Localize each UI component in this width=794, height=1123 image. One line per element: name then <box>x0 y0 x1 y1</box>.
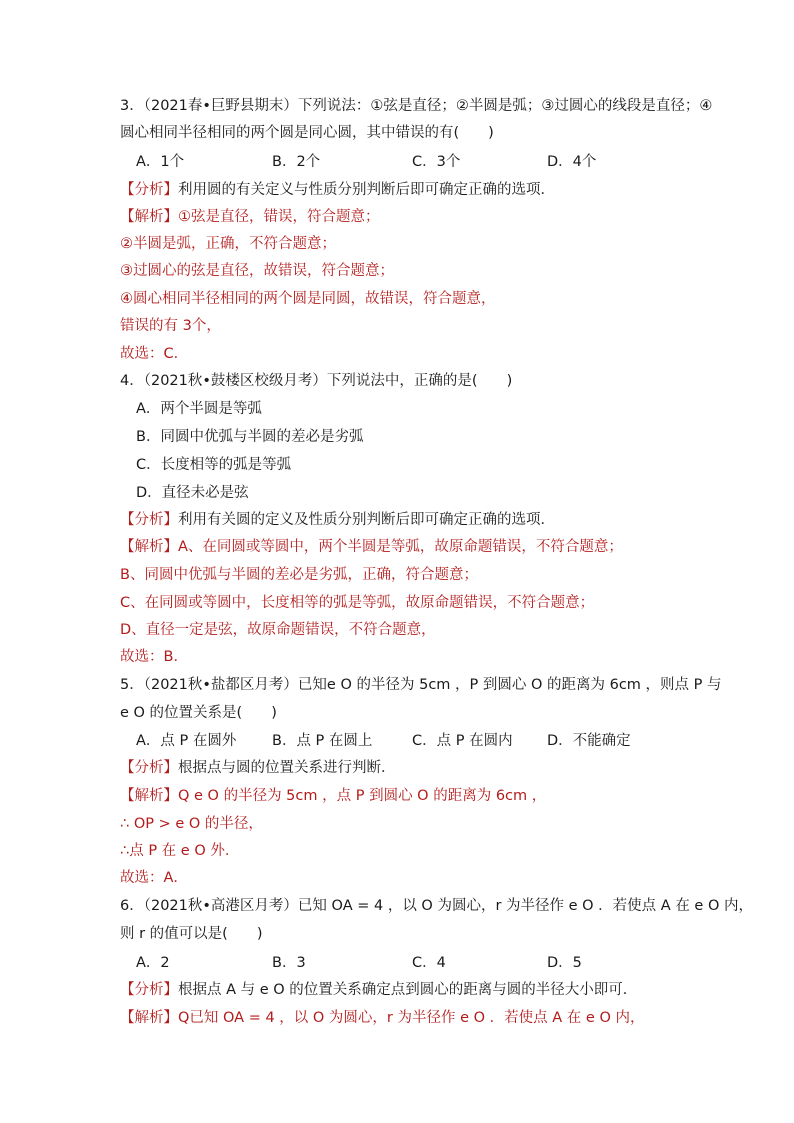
q3-stem-line1: 3．（2021春•巨野县期末）下列说法：①弦是直径；②半圆是弧；③过圆心的线段是直径；④ <box>120 98 713 114</box>
q3-option-b: B．2个 <box>272 154 321 170</box>
q6-option-d: D．5 <box>547 955 582 971</box>
q3-solution-line5: 错误的有 3个， <box>120 318 221 334</box>
q3-answer: 故选：C． <box>120 346 189 362</box>
q4-stem: 4．（2021秋•鼓楼区校级月考）下列说法中，正确的是( ) <box>120 373 513 389</box>
q5-stem-line1: 5．（2021秋•盐都区月考）已知e O 的半径为 5cm ，P 到圆心 O 的距离为 6cm ，则点 P 与 <box>120 677 722 693</box>
q4-solution-text1: A、在同圆或等圆中，两个半圆是等弧，故原命题错误，不符合题意； <box>178 539 623 555</box>
analysis-tag: 【分析】 <box>120 982 178 998</box>
q5-solution-line1 <box>120 786 546 806</box>
solution-tag: 【解析】 <box>120 788 178 804</box>
q3-solution-text1: ①弦是直径，错误，符合题意； <box>178 209 380 225</box>
q6-analysis <box>120 980 637 1000</box>
q3-stem-line2: 圆心相同半径相同的两个圆是同心圆，其中错误的有( ) <box>120 125 494 141</box>
q4-option-b: B．同圆中优弧与半圆的差必是劣弧 <box>136 429 364 445</box>
q3-solution-line3: ③过圆心的弦是直径，故错误，符合题意； <box>120 263 394 279</box>
q4-solution-line1 <box>120 537 623 557</box>
q6-solution-line1 <box>120 1008 644 1028</box>
solution-tag: 【解析】 <box>120 539 178 555</box>
q4-analysis <box>120 510 555 530</box>
q5-option-a: A．点 P 在圆外 <box>136 733 237 749</box>
q5-stem-line2: e O 的位置关系是( ) <box>120 705 277 721</box>
q5-answer: 故选：A． <box>120 870 188 886</box>
q4-solution-line4: D、直径一定是弦，故原命题错误，不符合题意， <box>120 622 436 638</box>
q4-answer: 故选：B． <box>120 649 188 665</box>
q4-analysis-text: 利用有关圆的定义及性质分别判断后即可确定正确的选项． <box>178 512 555 528</box>
q3-option-d: D．4个 <box>547 154 597 170</box>
q5-option-d: D．不能确定 <box>547 733 631 749</box>
q4-option-d: D．直径未必是弦 <box>136 485 249 501</box>
q4-solution-line3: C、在同圆或等圆中，长度相等的弧是等弧，故原命题错误，不符合题意； <box>120 595 595 611</box>
q5-analysis-text: 根据点与圆的位置关系进行判断． <box>178 760 396 776</box>
q3-analysis <box>120 180 555 200</box>
q5-option-b: B．点 P 在圆上 <box>272 733 373 749</box>
q4-option-a: A．两个半圆是等弧 <box>136 401 262 417</box>
q3-solution-line1 <box>120 207 380 227</box>
q3-solution-line4: ④圆心相同半径相同的两个圆是同圆，故错误，符合题意， <box>120 291 496 307</box>
q6-analysis-text: 根据点 A 与 e O 的位置关系确定点到圆心的距离与圆的半径大小即可． <box>178 982 638 998</box>
q3-option-c: C．3个 <box>412 154 461 170</box>
q6-option-b: B．3 <box>272 955 306 971</box>
q6-stem-line2: 则 r 的值可以是( ) <box>120 926 263 942</box>
q6-option-c: C．4 <box>412 955 446 971</box>
q6-solution-text1: Q已知 OA = 4 ，以 O 为圆心，r 为半径作 e O ．若使点 A 在 e O 内， <box>178 1010 645 1026</box>
solution-tag: 【解析】 <box>120 1010 178 1026</box>
q5-solution-line3: ∴点 P 在 e O 外． <box>120 843 240 859</box>
q4-solution-line2: B、同圆中优弧与半圆的差必是劣弧，正确，符合题意； <box>120 567 478 583</box>
q3-option-a: A．1个 <box>136 154 185 170</box>
q5-option-c: C．点 P 在圆内 <box>412 733 513 749</box>
q6-option-a: A．2 <box>136 955 170 971</box>
q5-solution-line2: ∴ OP > e O 的半径， <box>120 816 263 832</box>
analysis-tag: 【分析】 <box>120 512 178 528</box>
analysis-tag: 【分析】 <box>120 760 178 776</box>
q5-solution-text1: Q e O 的半径为 5cm ，点 P 到圆心 O 的距离为 6cm ， <box>178 788 547 804</box>
q3-solution-line2: ②半圆是弧，正确，不符合题意； <box>120 236 336 252</box>
solution-tag: 【解析】 <box>120 209 178 225</box>
q6-stem-line1: 6．（2021秋•高港区月考）已知 OA = 4 ，以 O 为圆心，r 为半径作 e O ．若使点 A 在 e O 内， <box>120 898 753 914</box>
q3-analysis-text: 利用圆的有关定义与性质分别判断后即可确定正确的选项． <box>178 182 555 198</box>
analysis-tag: 【分析】 <box>120 182 178 198</box>
q4-option-c: C．长度相等的弧是等弧 <box>136 457 292 473</box>
q5-analysis <box>120 758 396 778</box>
